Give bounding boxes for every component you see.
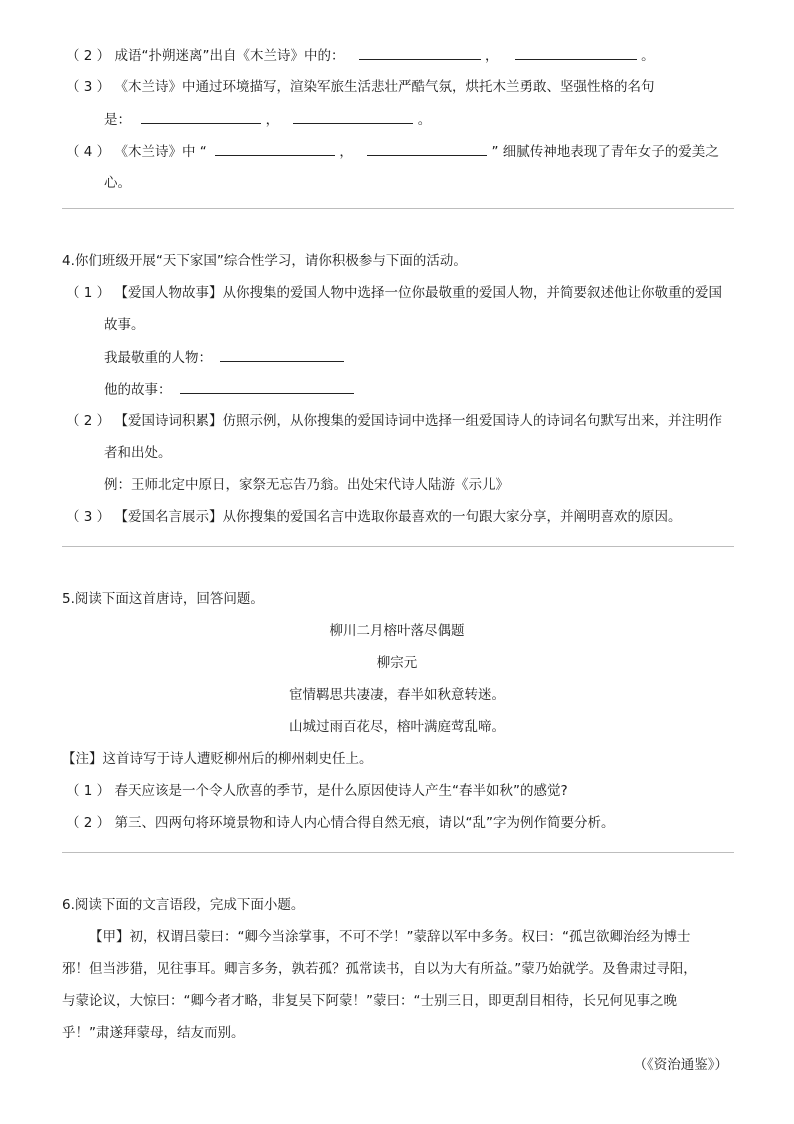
answer-blank[interactable]	[220, 347, 344, 362]
q3-sub3-line2	[104, 109, 431, 130]
period: 。	[641, 48, 655, 64]
poem-author: 柳宗元	[376, 655, 418, 671]
q4-sub3: （ 3 ） 【爱国名言展示】从你搜集的爱国名言中选取你最喜欢的一句跟大家分享，并阐明喜欢的原因。	[66, 509, 682, 525]
q4-sub2-example: 例：王师北定中原日，家祭无忘告乃翁。出处宋代诗人陆游《示儿》	[104, 477, 509, 493]
answer-blank[interactable]	[515, 45, 637, 60]
poem-line: 山城过雨百花尽，榕叶满庭莺乱啼。	[289, 719, 505, 735]
passage-line: 与蒙论议，大惊曰：“卿今者才略，非复吴下阿蒙！”蒙曰：“士别三日，即更刮目相待，长兄何见事之晚	[62, 993, 677, 1009]
poem-line: 宦情羁思共凄凄，春半如秋意转迷。	[289, 687, 505, 703]
q3-sub2-text: （ 2 ） 成语“扑朔迷离”出自《木兰诗》中的：	[66, 48, 345, 64]
passage-line: 乎！”肃遂拜蒙母，结友而别。	[62, 1025, 245, 1041]
passage-source: （《资治通鉴》）	[633, 1057, 728, 1073]
q5-sub2: （ 2 ） 第三、四两句将环境景物和诗人内心情合得自然无痕，请以“乱”字为例作简要分析。	[66, 815, 615, 831]
q5-sub1: （ 1 ） 春天应该是一个令人欣喜的季节，是什么原因使诗人产生“春半如秋”的感觉?	[66, 783, 568, 799]
q4-sub2-line1: （ 2 ） 【爱国诗词积累】仿照示例，从你搜集的爱国诗词中选择一组爱国诗人的诗词名句默写出来，并注明作	[66, 413, 722, 429]
q4-title: 4.你们班级开展“天下家国”综合性学习，请你积极参与下面的活动。	[62, 253, 467, 269]
q4-story-label: 他的故事：	[104, 382, 172, 398]
divider	[62, 546, 734, 547]
comma: ，	[339, 144, 353, 160]
period: 。	[417, 112, 432, 128]
divider	[62, 852, 734, 853]
q4-story-row	[104, 379, 354, 400]
answer-blank[interactable]	[293, 109, 413, 124]
comma: ，	[265, 112, 280, 128]
q3-sub2	[66, 45, 655, 66]
q3-sub3-prefix: 是：	[104, 112, 131, 128]
passage-line: 【甲】初，权谓吕蒙曰：“卿今当涂掌事，不可不学！”蒙辞以军中多务。权曰：“孤岂欲卿治经为博士	[89, 929, 691, 945]
answer-blank[interactable]	[215, 141, 335, 156]
poem-note: 【注】这首诗写于诗人遭贬柳州后的柳州刺史任上。	[62, 751, 373, 767]
q6-title: 6.阅读下面的文言语段，完成下面小题。	[62, 897, 305, 913]
q5-title: 5.阅读下面这首唐诗，回答问题。	[62, 591, 264, 607]
divider	[62, 208, 734, 209]
q3-sub4-suffix: ” 细腻传神地表现了青年女子的爱美之	[491, 144, 719, 160]
poem-title: 柳川二月榕叶落尽偶题	[329, 623, 465, 639]
q4-person-label: 我最敬重的人物：	[104, 350, 212, 366]
q4-sub1-line1: （ 1 ） 【爱国人物故事】从你搜集的爱国人物中选择一位你最敬重的爱国人物，并简要叙述他让你敬重的爱国	[66, 285, 722, 301]
answer-blank[interactable]	[359, 45, 481, 60]
q3-sub4-line1	[66, 141, 719, 162]
q3-sub3-line1: （ 3 ） 《木兰诗》中通过环境描写，渲染军旅生活悲壮严酷气氛，烘托木兰勇敢、坚强性格的名句	[66, 79, 655, 95]
answer-blank[interactable]	[141, 109, 261, 124]
answer-blank[interactable]	[180, 379, 354, 394]
q3-sub4-line2: 心。	[104, 175, 131, 191]
q4-sub2-line2: 者和出处。	[104, 445, 172, 461]
passage-line: 邪！但当涉猎，见往事耳。卿言多务，孰若孤？孤常读书，自以为大有所益。”蒙乃始就学。及鲁肃过寻阳，	[62, 961, 697, 977]
answer-blank[interactable]	[367, 141, 487, 156]
q4-person-row	[104, 347, 344, 368]
comma: ，	[485, 48, 499, 64]
q4-sub1-line2: 故事。	[104, 317, 145, 333]
q3-sub4-prefix: （ 4 ） 《木兰诗》中 “	[66, 144, 207, 160]
